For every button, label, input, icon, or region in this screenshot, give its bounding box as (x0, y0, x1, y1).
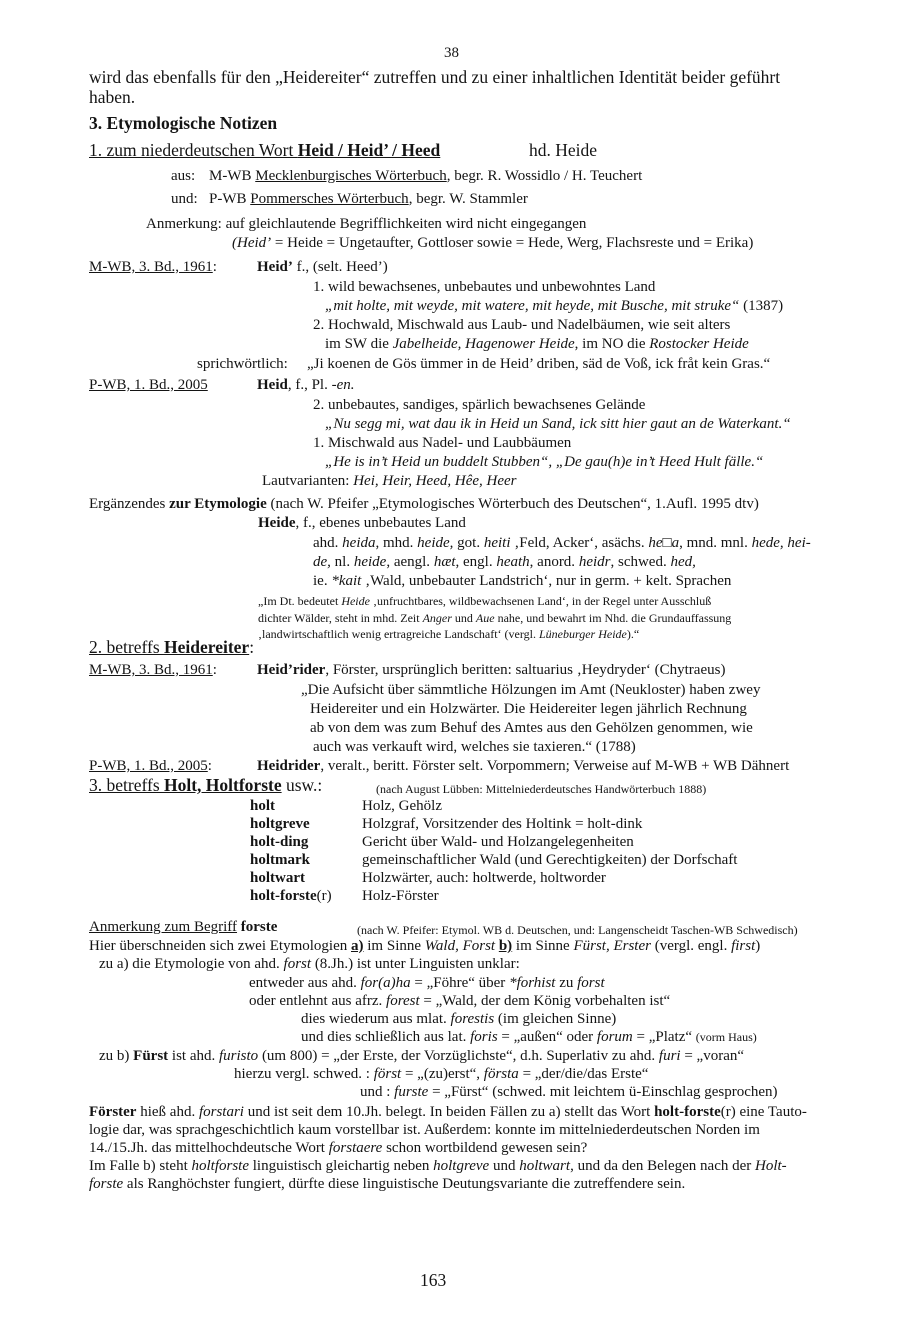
subsection-1-heading-lead: 1. zum niederdeutschen Wort (89, 140, 298, 160)
fl1-d: Wald, Forst (424, 938, 496, 954)
dt2-c: und (451, 611, 476, 625)
subsection-1-heading-hd: hd. Heide (529, 140, 598, 160)
source-und-label: und: (171, 191, 198, 207)
ff4-h: Holt- (755, 1158, 787, 1174)
etymology-supplement-c: (nach W. Pfeifer „Etymologisches Wörterbuch des Deutschen“, 1.Aufl. 1995 dtv) (266, 496, 759, 512)
fl3-d: *forhist (509, 975, 556, 991)
ff4-g: , und da den Belegen nach der (570, 1158, 756, 1174)
proverb-label: sprichwörtlich: (197, 356, 288, 372)
fl6-a: und dies schließlich aus lat. (301, 1029, 471, 1045)
mwb-headword (257, 258, 388, 276)
ff5-b: als Ranghöchster fungiert, dürfte diese linguistische Deutungsvariante die zutreffendere sein. (123, 1176, 686, 1192)
ff3-a: 14./15.Jh. das mittelhochdeutsche Wort (89, 1140, 329, 1156)
ff4-d: holtgreve (433, 1158, 490, 1174)
source-line-und (171, 190, 528, 208)
term-definition: Holz-Förster (362, 888, 439, 904)
ety2-g: heath (496, 554, 530, 570)
etymology-line-2 (313, 553, 696, 571)
fl7-a: zu b) (99, 1048, 134, 1064)
dt2-d: Aue (475, 611, 495, 625)
ety2-c: heide (353, 554, 387, 570)
fl1-f: b) (498, 938, 513, 954)
source-aus-abbr: M-WB (209, 168, 256, 184)
pwb-ref-2: P-WB, 1. Bd., 2005 (89, 758, 208, 774)
mwb-headword-rest: f., (selt. Heed’) (292, 259, 388, 275)
ff1-a: Förster (89, 1104, 137, 1120)
term-word: holt-ding (250, 834, 309, 850)
forste-line-3 (249, 974, 605, 992)
dt3-b: Lüneburger Heide (539, 627, 627, 641)
top-page-number: 38 (444, 45, 459, 61)
mwb-headword-term: Heid’ (257, 259, 293, 275)
ety2-e: hæt (433, 554, 456, 570)
term-row (250, 797, 442, 815)
fl1-i: (vergl. engl. (650, 938, 732, 954)
fl9-c: = „Fürst“ (schwed. mit leichtem ü-Einschlag gesprochen) (428, 1084, 778, 1100)
subsection-3-heading-term: Holt, Holtforste (164, 775, 282, 795)
fl1-h: Fürst, Erster (573, 938, 651, 954)
fl5-b: forestis (450, 1011, 495, 1027)
pwb-heidrider-rest: , veralt., beritt. Förster selt. Vorpommern; Verweise auf M-WB + WB Dähnert (320, 758, 790, 774)
fl4-c: = „Wald, der dem König vorbehalten ist“ (419, 993, 671, 1009)
term-suffix: (r) (316, 888, 332, 904)
final-line-3 (89, 1139, 587, 1157)
pwb-heidrider-entry (257, 757, 789, 775)
dt-quote-line-3 (258, 625, 639, 643)
fl3-f: forst (577, 975, 605, 991)
ety1-b: heida (342, 535, 376, 551)
source-line-aus (171, 167, 643, 185)
bottom-page-number: 163 (420, 1270, 447, 1290)
ff1-c: forstari (198, 1104, 244, 1120)
term-word: holtgreve (250, 816, 310, 832)
intro-line-2: haben. (89, 87, 136, 107)
mwb-ref: M-WB, 3. Bd., 1961 (89, 259, 213, 275)
ety2-a: de, (313, 554, 331, 570)
fl6-f: (vorm Haus) (695, 1030, 757, 1044)
forste-note-heading (89, 918, 277, 936)
mwb-sense-1-year: (1387) (739, 298, 784, 314)
fl1-j: first (731, 938, 756, 954)
mwb-entry-heidrider (89, 661, 726, 679)
dt2-e: nahe, und bewahrt im Nhd. die Grundauffassung (494, 611, 732, 625)
dt3-a: ‚landwirtschaftlich wenig ertragreiche Landschaft‘ (vergl. (258, 627, 539, 641)
fl7-e: (um 800) = „der Erste, der Vorzüglichste“, d.h. Superlativ zu ahd. (258, 1048, 659, 1064)
fl7-g: = „voran“ (680, 1048, 745, 1064)
pwb-entry-heidrider (89, 757, 790, 775)
ety1-a: ahd. (313, 535, 343, 551)
heide-headword-rest: , f., ebenes unbebautes Land (295, 515, 466, 531)
source-und-rest: , begr. W. Stammler (408, 191, 528, 207)
mwb-entry-heid (89, 258, 388, 276)
final-line-1 (89, 1103, 807, 1121)
term-word: holtwart (250, 870, 305, 886)
source-und-content (209, 190, 528, 208)
pwb-entry-heid (89, 376, 355, 394)
fl7-c: ist ahd. (168, 1048, 219, 1064)
heidrider-quote-1: „Die Aufsicht über sämmtliche Hölzungen im Amt (Neukloster) haben zwey (301, 682, 761, 698)
forste-line-9 (360, 1083, 778, 1101)
etymology-supplement-a: Ergänzendes (89, 496, 170, 512)
ety2-h: , anord. (529, 554, 579, 570)
ety1-j: hede, hei- (751, 535, 811, 551)
mwb-sense-1: 1. wild bewachsenes, unbebautes und unbewohntes Land (313, 279, 656, 295)
forste-line-5 (301, 1010, 616, 1028)
places-d: Rostocker Heide (649, 336, 749, 352)
fl7-f: furi (658, 1048, 681, 1064)
pwb-headword (257, 376, 355, 394)
pwb-sense-1: 1. Mischwald aus Nadel- und Laubbäumen (313, 435, 572, 451)
source-und-title: Pommersches Wörterbuch (250, 191, 409, 207)
fl7-b: Fürst (133, 1048, 169, 1064)
dt1-a: „Im Dt. bedeutet (258, 594, 342, 608)
pwb-headword-rest: , f., Pl. (287, 377, 332, 393)
forste-line-8 (234, 1065, 648, 1083)
ety3-c: ‚Wald, unbebauter Landstrich‘, nur in germ. + kelt. Sprachen (361, 573, 732, 589)
fl6-e: = „Platz“ (632, 1029, 696, 1045)
ff1-f: (r) eine Tauto- (720, 1104, 807, 1120)
pwb-ref: P-WB, 1. Bd., 2005 (89, 377, 208, 393)
fl9-b: furste (394, 1084, 429, 1100)
ff5-a: forste (89, 1176, 124, 1192)
proverb-line (197, 355, 771, 373)
mwb-ref-2-colon: : (212, 662, 217, 678)
subsection-2-heading-lead: 2. betreffs (89, 637, 164, 657)
note-2-text: = Heide = Ungetaufter, Gottloser sowie = Hede, Werg, Flachsreste und = Erika) (271, 235, 754, 251)
subsection-3-heading-lead: 3. betreffs (89, 775, 164, 795)
ety2-f: , engl. (455, 554, 497, 570)
final-line-2: logie dar, was sprachgeschichtlich kaum vorstellbar ist. Außerdem: konnte im mittelniederdeutschen Norden im (89, 1122, 760, 1138)
dt2-b: Anger (422, 611, 452, 625)
term-definition: Holz, Gehölz (362, 798, 442, 814)
ety1-i: , mnd. mnl. (679, 535, 752, 551)
heidrider-quote-4: auch was verkauft wird, welches sie taxieren.“ (1788) (313, 739, 636, 755)
fl8-a: hierzu vergl. schwed. : (234, 1066, 374, 1082)
ff4-e: und (489, 1158, 520, 1174)
fl5-c: (im gleichen Sinne) (494, 1011, 617, 1027)
forste-line-1 (89, 937, 760, 955)
heidrider-quote-2: Heidereiter und ein Holzwärter. Die Heidereiter legen jährlich Rechnung (310, 701, 747, 717)
subsection-3-source: (nach August Lübben: Mittelniederdeutsches Handwörterbuch 1888) (376, 782, 707, 796)
fl8-e: = „der/die/das Erste“ (518, 1066, 649, 1082)
ff3-c: schon wortbildend gewesen sein? (382, 1140, 588, 1156)
pwb-headword-plural: -en. (331, 377, 355, 393)
source-aus-rest: , begr. R. Wossidlo / H. Teuchert (446, 168, 643, 184)
term-definition: Holzwärter, auch: holtwerde, holtworder (362, 870, 606, 886)
fl1-c: im Sinne (363, 938, 425, 954)
term-word: holtmark (250, 852, 310, 868)
term-definition: gemeinschaftlicher Wald (und Gerechtigkeiten) der Dorfschaft (362, 852, 738, 868)
dt-quote-line-1 (258, 592, 711, 610)
pwb-ref-2-colon: : (207, 758, 212, 774)
forste-line-6 (301, 1028, 757, 1046)
dt1-c: ‚unfruchtbares, wildbewachsenen Land‘, in der Regel unter Ausschluß (369, 594, 712, 608)
pwb-headword-term: Heid (257, 377, 288, 393)
pwb-sense-1-quote: „He is in’t Heid un buddelt Stubben“, „De gau(h)e in’t Heed Hult fälle.“ (325, 454, 764, 470)
pwb-sense-2-quote: „Nu segg mi, wat dau ik in Heid un Sand, ick sitt hier gaut an de Waterkant.“ (325, 416, 791, 432)
places-a: im SW die (325, 336, 393, 352)
ety2-i: heidr (578, 554, 611, 570)
heide-headword (258, 514, 466, 532)
subsection-3-heading (89, 775, 322, 796)
term-row (250, 887, 439, 905)
dt3-c: ).“ (626, 627, 640, 641)
fl8-c: = „(zu)erst“, (401, 1066, 484, 1082)
ety2-k: hed, (670, 554, 696, 570)
etymology-line-3 (313, 572, 731, 590)
term-definition: Holzgraf, Vorsitzender des Holtink = holt-dink (362, 816, 643, 832)
mwb-sense-1-quote-text: „mit holte, mit weyde, mit watere, mit heyde, mit Busche, mit struke“ (325, 298, 740, 314)
places-c: , im NO die (574, 336, 650, 352)
ety1-d: heide, (417, 535, 454, 551)
term-word: holt (250, 798, 276, 814)
fl1-b: a) (351, 938, 364, 954)
note-2-term: (Heid’ (232, 235, 272, 251)
ety1-g: ‚Feld, Acker‘, asächs. (510, 535, 649, 551)
heide-headword-term: Heide (258, 515, 296, 531)
note-2 (232, 234, 753, 252)
ety2-b: nl. (330, 554, 354, 570)
fl1-k: ) (755, 938, 761, 954)
ff4-f: holtwart (519, 1158, 571, 1174)
fl6-d: forum (596, 1029, 633, 1045)
pwb-heidrider-term: Heidrider (257, 758, 321, 774)
ety3-a: ie. (313, 573, 332, 589)
etymology-supplement-b: zur Etymologie (169, 496, 267, 512)
source-aus-content (209, 167, 642, 185)
ff4-b: holtforste (191, 1158, 249, 1174)
fl4-a: oder entlehnt aus afrz. (249, 993, 387, 1009)
term-row (250, 851, 738, 869)
ety1-h: he□a (648, 535, 680, 551)
term-definition: Gericht über Wald- und Holzangelegenheiten (362, 834, 634, 850)
sound-variants-text: Hei, Heir, Heed, Hêe, Heer (353, 473, 517, 489)
fl2-b: forst (283, 956, 312, 972)
term-row (250, 869, 606, 887)
heidrider-term: Heid’rider (257, 662, 326, 678)
forste-line-2 (99, 955, 520, 973)
fl6-b: foris (470, 1029, 498, 1045)
fl2-a: zu a) die Etymologie von ahd. (99, 956, 284, 972)
subsection-3-heading-tail: usw.: (281, 775, 323, 795)
fl1-g: im Sinne (512, 938, 574, 954)
source-aus-title: Mecklenburgisches Wörterbuch (255, 168, 447, 184)
ety3-b: *kait (331, 573, 362, 589)
heidrider-rest: , Förster, ursprünglich beritten: saltuarius ‚Heydryder‘ (Chytraeus) (325, 662, 726, 678)
subsection-1-heading (89, 140, 598, 161)
ff4-c: linguistisch gleichartig neben (249, 1158, 434, 1174)
mwb-sense-2-places (325, 335, 749, 353)
fl1-a: Hier überschneiden sich zwei Etymologien (89, 938, 352, 954)
subsection-2-heading-term: Heidereiter (164, 637, 250, 657)
fl3-e: zu (555, 975, 578, 991)
final-line-5 (89, 1175, 685, 1193)
ff1-b: hieß ahd. (136, 1104, 199, 1120)
ff1-d: und ist seit dem 10.Jh. belegt. In beiden Fällen zu a) stellt das Wort (243, 1104, 655, 1120)
forste-line-4 (249, 992, 670, 1010)
forste-note-source: (nach W. Pfeifer: Etymol. WB d. Deutschen, und: Langenscheidt Taschen-WB Schwedisch) (357, 923, 798, 937)
heidrider-quote-3: ab von dem was zum Behuf des Amtes aus den Gehölzen genommen, wie (310, 720, 753, 736)
mwb-ref-colon: : (212, 259, 217, 275)
mwb-sense-2: 2. Hochwald, Mischwald aus Laub- und Nadelbäumen, wie seit alters (313, 317, 731, 333)
ff3-b: forstaere (328, 1140, 383, 1156)
forste-note-label: Anmerkung zum Begriff (89, 919, 238, 935)
fl8-d: första (483, 1066, 519, 1082)
ety2-j: , schwed. (610, 554, 671, 570)
dt1-b: Heide (341, 594, 370, 608)
source-aus-label: aus: (171, 168, 196, 184)
sound-variants (262, 472, 517, 490)
ety2-d: , aengl. (386, 554, 434, 570)
fl4-b: forest (386, 993, 420, 1009)
subsection-1-heading-term: Heid / Heid’ / Heed (297, 140, 441, 160)
fl3-c: = „Föhre“ über (410, 975, 510, 991)
fl6-c: = „außen“ oder (497, 1029, 597, 1045)
sound-variants-label: Lautvarianten: (262, 473, 354, 489)
final-line-4 (89, 1157, 787, 1175)
subsection-2-heading-colon: : (249, 637, 255, 657)
ff1-e: holt-forste (654, 1104, 721, 1120)
term-row (250, 833, 634, 851)
heidrider-entry (257, 661, 725, 679)
fl3-b: for(a)ha (360, 975, 411, 991)
fl9-a: und : (360, 1084, 395, 1100)
note-1: Anmerkung: auf gleichlautende Begrifflichkeiten wird nicht eingegangen (146, 216, 587, 232)
fl8-b: först (373, 1066, 402, 1082)
ff4-a: Im Falle b) steht (89, 1158, 192, 1174)
etymology-supplement (89, 495, 759, 513)
term-word: holt-forste (250, 888, 317, 904)
forste-note-term: forste (240, 919, 278, 935)
fl3-a: entweder aus ahd. (249, 975, 361, 991)
pwb-sense-2: 2. unbebautes, sandiges, spärlich bewachsenes Gelände (313, 397, 646, 413)
subsection-2-heading (89, 637, 254, 658)
etymology-line-1 (313, 534, 811, 552)
mwb-ref-2: M-WB, 3. Bd., 1961 (89, 662, 213, 678)
term-row (250, 815, 643, 833)
dt2-a: dichter Wälder, steht in mhd. Zeit (258, 611, 423, 625)
source-und-abbr: P-WB (209, 191, 251, 207)
section-heading: 3. Etymologische Notizen (89, 113, 278, 133)
intro-line-1: wird das ebenfalls für den „Heidereiter“ zutreffen und zu einer inhaltlichen Identität beider geführt (89, 67, 781, 87)
ety1-e: got. (453, 535, 484, 551)
fl2-c: (8.Jh.) ist unter Linguisten unklar: (311, 956, 520, 972)
mwb-sense-1-quote (325, 297, 783, 315)
fl7-d: furisto (219, 1048, 259, 1064)
places-b: Jabelheide, Hagenower Heide (392, 336, 575, 352)
proverb-text: „Ji koenen de Gös ümmer in de Heid’ driben, säd de Voß, ick fråt kein Gras.“ (307, 356, 771, 372)
fl5-a: dies wiederum aus mlat. (301, 1011, 451, 1027)
ety1-c: , mhd. (375, 535, 418, 551)
forste-line-7 (99, 1047, 744, 1065)
ety1-f: heiti (483, 535, 511, 551)
